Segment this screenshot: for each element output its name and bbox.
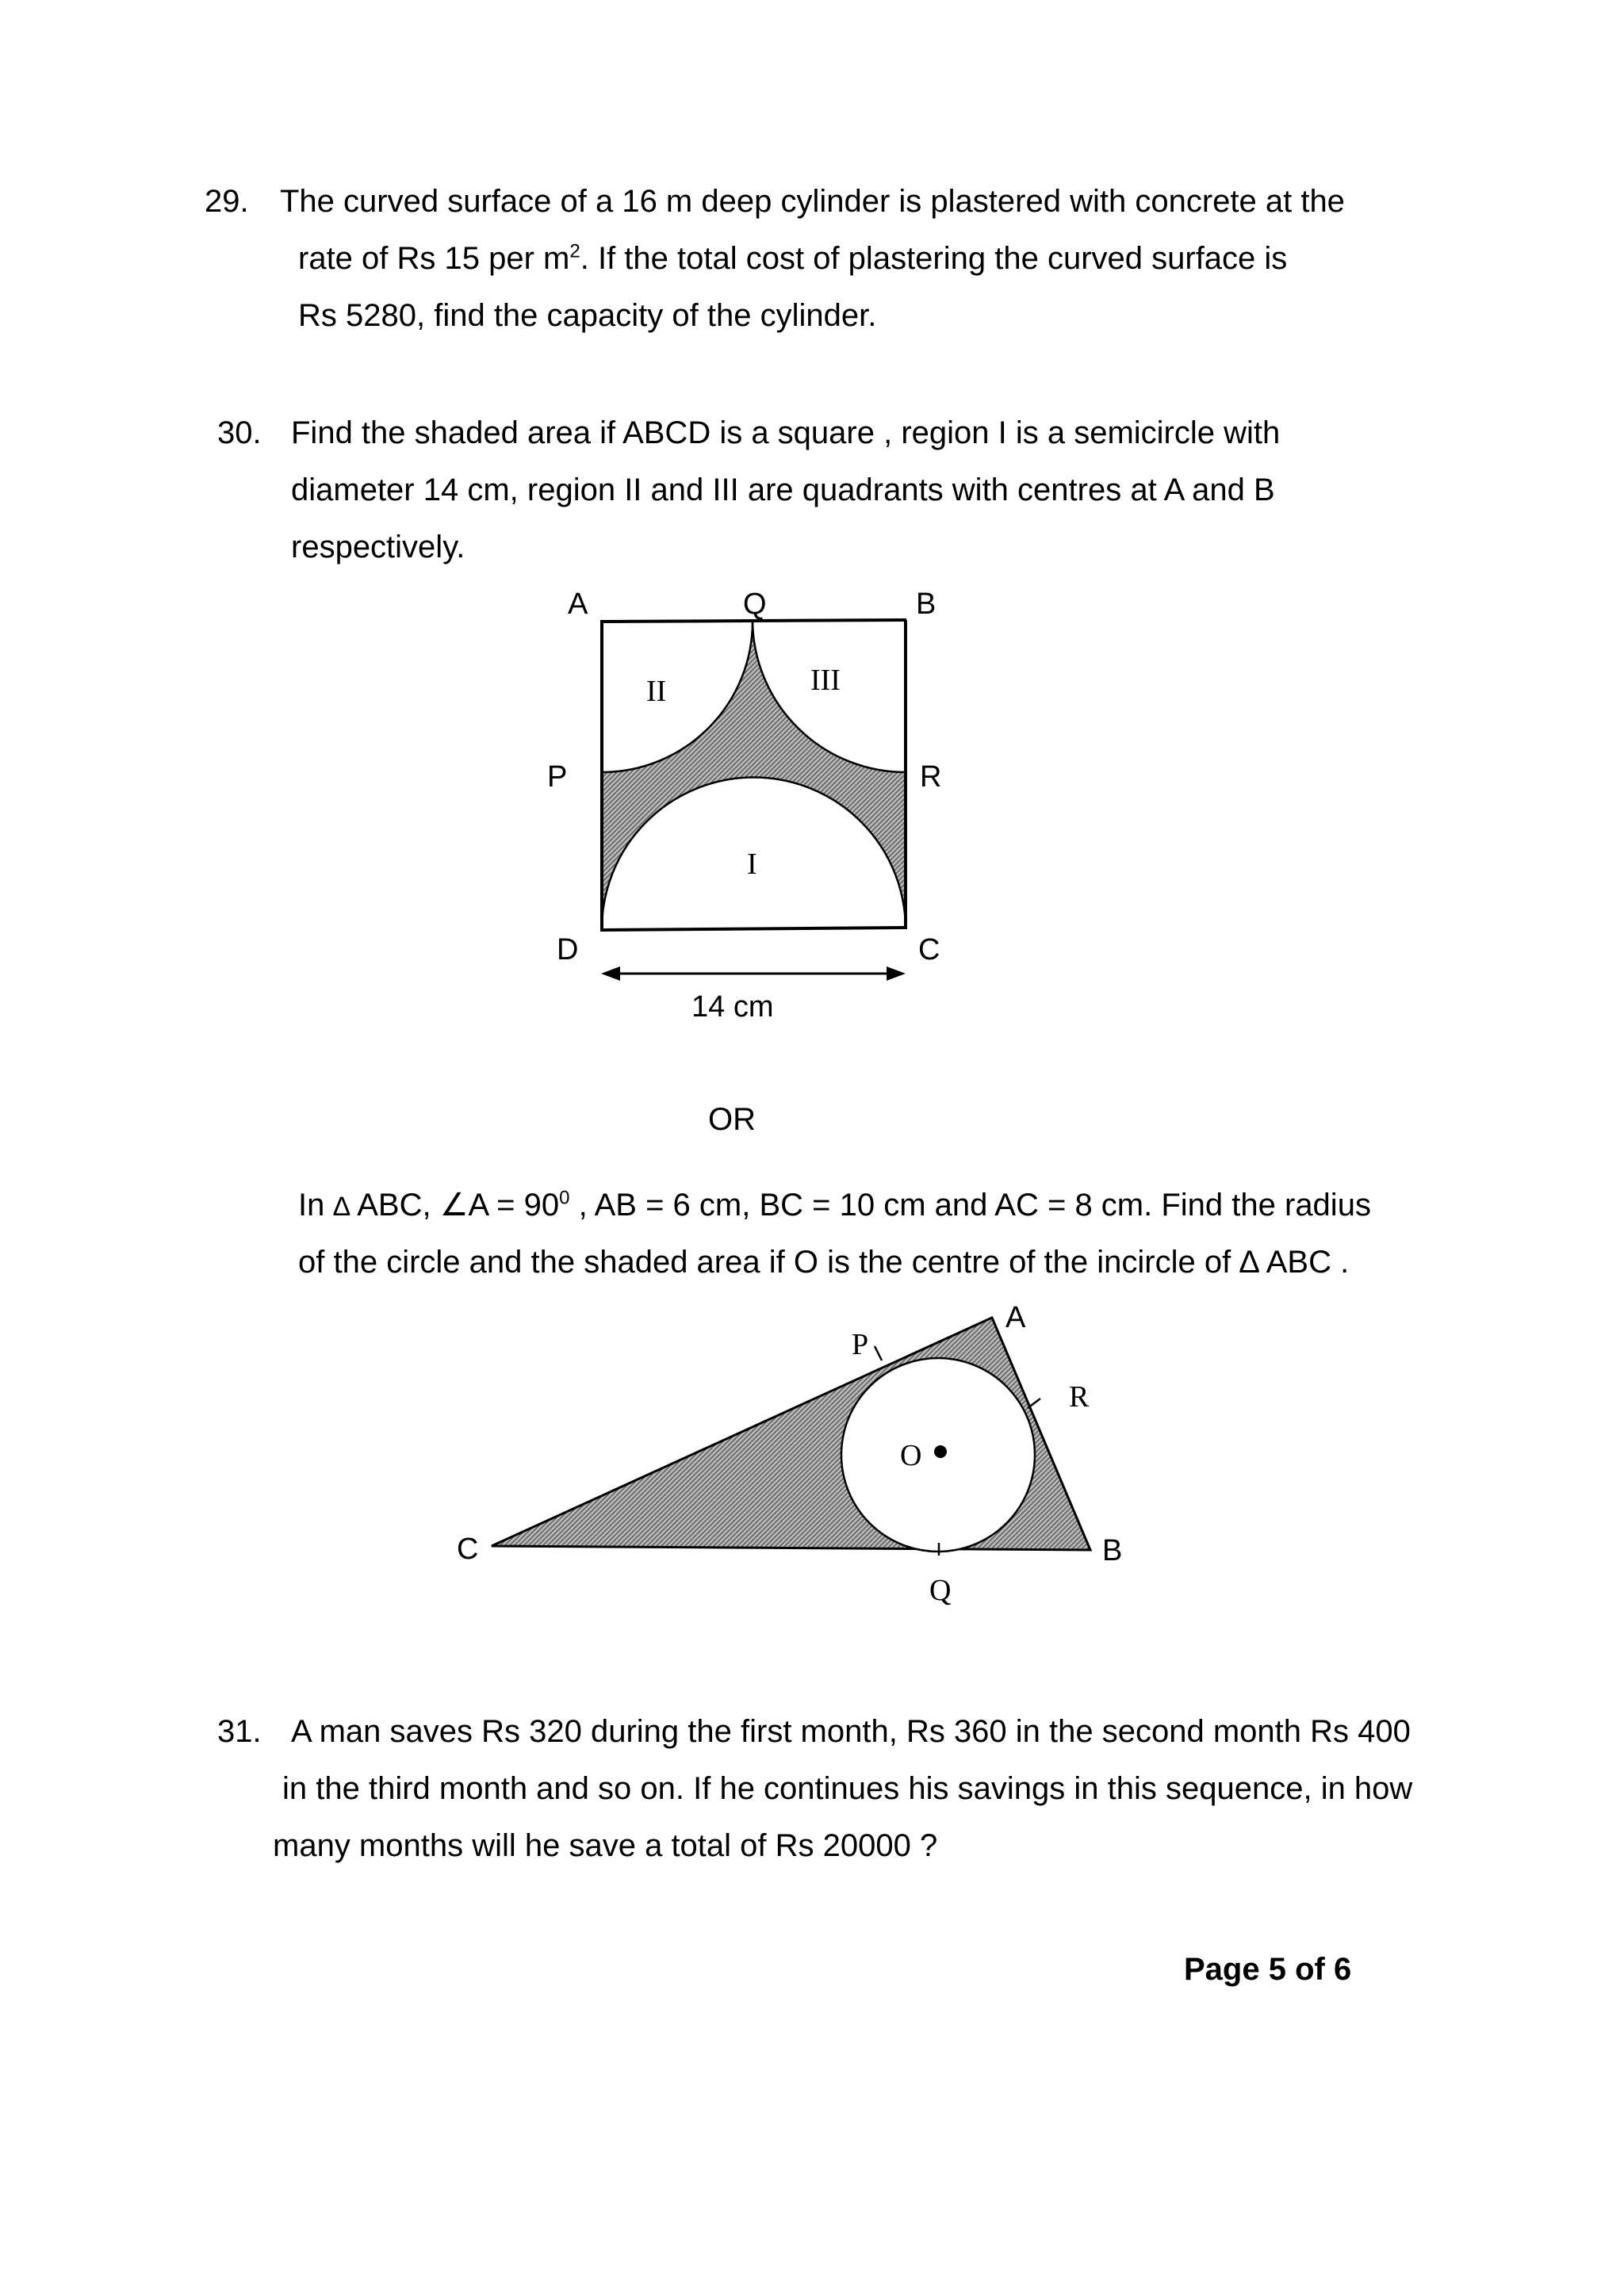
fig2-label-A: A <box>1005 1301 1026 1334</box>
q30-alt-line2: of the circle and the shaded area if O is the centre of the incircle of ∆ ABC . <box>298 1245 1350 1280</box>
fig1-label-C: C <box>918 933 940 966</box>
fig2-tick-P <box>875 1346 882 1360</box>
fig2-tick-R <box>1028 1399 1040 1408</box>
fig2-label-O: O <box>900 1439 922 1472</box>
fig1-dimension-label: 14 cm <box>691 990 774 1024</box>
fig1-region-I: I <box>747 848 757 881</box>
fig2-label-Q: Q <box>929 1574 952 1607</box>
q29-line1: The curved surface of a 16 m deep cylinder is plastered with concrete at the <box>280 184 1345 219</box>
fig1-label-A: A <box>568 587 588 621</box>
q29-line3: Rs 5280, find the capacity of the cylinder. <box>298 298 877 333</box>
fig2-label-R: R <box>1069 1380 1090 1414</box>
q29-number: 29. <box>205 184 249 219</box>
q30-line1: Find the shaded area if ABCD is a square , region I is a semicircle with <box>291 415 1281 450</box>
q29-line2: rate of Rs 15 per $m^2$. If the total cost of plastering the curved surface is <box>298 240 1288 276</box>
q31-line1: A man saves Rs 320 during the first month, Rs 360 in the second month Rs 400 <box>291 1714 1411 1749</box>
fig2-label-P: P <box>852 1328 869 1361</box>
fig1-label-P: P <box>547 760 568 794</box>
q30-alt-line1: In ∆ ABC, ∠A = $90^0$ , AB = 6 cm, BC = 10 cm and AC = 8 cm. Find the radius <box>298 1187 1371 1223</box>
fig1-label-B: B <box>916 587 936 621</box>
q30-line2: diameter 14 cm, region II and III are quadrants with centres at A and B <box>291 473 1275 507</box>
q31-number: 31. <box>217 1714 262 1749</box>
fig2-label-C: C <box>457 1533 479 1566</box>
q30-line3: respectively. <box>291 530 465 564</box>
fig1-label-D: D <box>557 933 579 966</box>
fig1-region-III: III <box>810 664 841 697</box>
page-number: Page 5 of 6 <box>1184 1952 1352 1987</box>
or-separator: OR <box>708 1102 756 1137</box>
q31-line2: in the third month and so on. If he continues his savings in this sequence, in how <box>282 1771 1413 1806</box>
q30-number: 30. <box>217 415 262 450</box>
fig1-label-Q: Q <box>743 587 767 621</box>
fig1-region-II: II <box>646 675 667 708</box>
fig1-label-R: R <box>920 760 942 794</box>
fig2-centre-dot <box>934 1445 947 1458</box>
fig2-label-B: B <box>1102 1534 1123 1567</box>
q31-line3: many months will he save a total of Rs 20000 ? <box>273 1828 938 1863</box>
